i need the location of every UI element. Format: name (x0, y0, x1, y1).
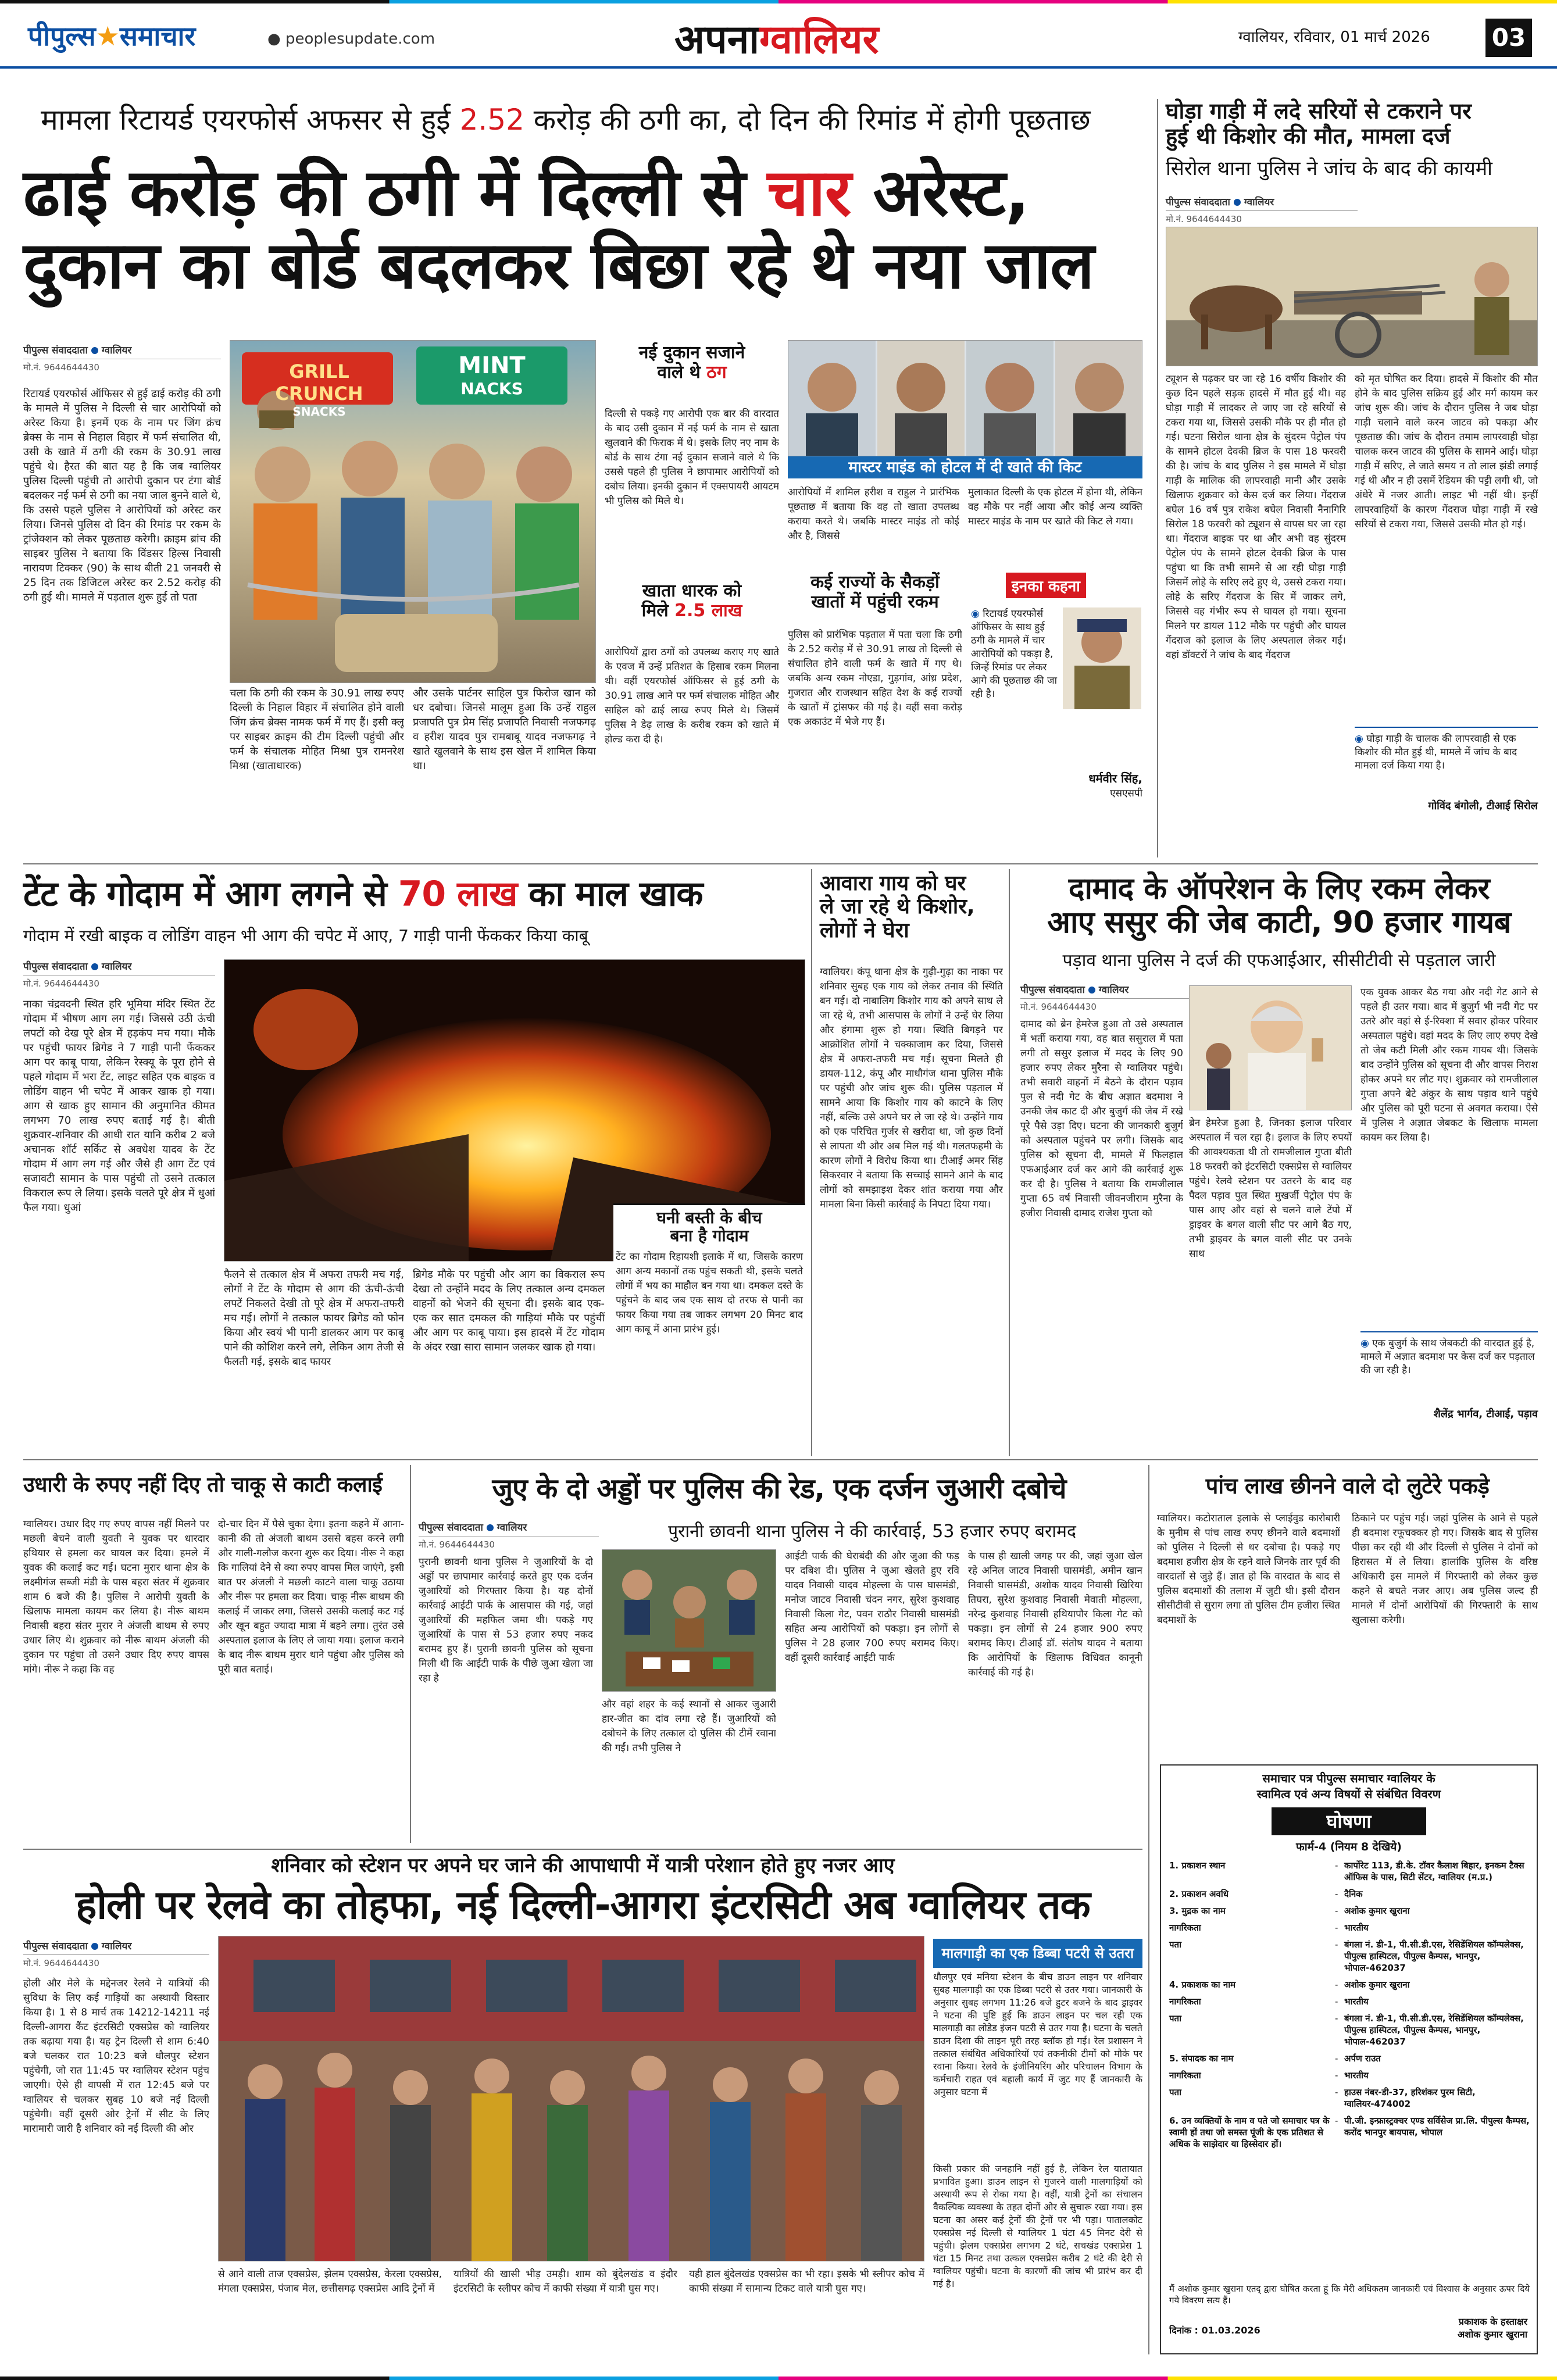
ssp-photo (1063, 607, 1141, 709)
gamble-headline: जुए के दो अड्डों पर पुलिस की रेड, एक दर्जन जुआरी दबोचे (492, 1473, 1066, 1505)
notice-row-key: पता (1169, 2087, 1181, 2097)
rail-body-3: यात्रियों की खासी भीड़ उमड़ी। शाम को बुंदेलखंड व इंदौर इंटरसिटी के स्लीपर कोच में काफी संख्या में यात्री घुस गए। (453, 2268, 677, 2295)
notice-row-key: 4. प्रकाशक का नाम (1169, 1979, 1236, 1990)
notice-row-sep: - (1335, 1996, 1338, 2007)
goods-train-box-head: मालगाड़ी का एक डिब्बा पटरी से उतरा (933, 1939, 1142, 1968)
side-head-new-shop: नई दुकान सजाने वाले थे ठग (638, 342, 745, 383)
notice-row-sep: - (1335, 1939, 1338, 1950)
rail-photo (218, 1936, 924, 2261)
rail-body-2: से आने वाली ताज एक्सप्रेस, झेलम एक्सप्रेस, केरला एक्सप्रेस, मंगला एक्सप्रेस, पंजाब मेल, छत्तीसगढ़ एक्सप्रेस आदि ट्रेनों में (218, 2268, 442, 2295)
divider (1157, 99, 1158, 857)
notice-row-value: पी.जी. इन्फ्रास्ट्रक्चर एण्ड सर्विसेज प्रा.लि. पीपुल्स कैम्पस, करोंद भानपुर बायपास, भोपाल (1344, 2115, 1530, 2138)
horse-body-1: ट्यूशन से पढ़कर घर जा रहे 16 वर्षीय किशोर की कुछ दिन पहले सड़क हादसे में मौत हुई थी। वह घोड़ा गाड़ी में लादकर ले जाए जा रहे सरियों से टकरा गया था, जिससे उसकी मौके पर ही मौत हो गई। घटना सिरोल थाना क्षेत्र के सुंदरम पेट्रोल पंप के सामने होटल देवकी ब्रिज के पास 18 फरवरी की है। जांच के बाद पुलिस ने इस मामले में घोड़ा गाड़ी के मालिक की लापरवाही मानी और उसके खिलाफ शुक्रवार को केस दर्ज कर लिया। गेंदराज बघेल 16 वर्ष पुत्र राकेश बघेल निवासी नैनागिरि सिरोल 18 फरवरी को ट्यूशन से वापस घर जा रहा था। गेंदराज बाइक पर था और अभी वह सुंदरम पेट्रोल पंप के सामने होटल देवकी ब्रिज के पास पहुंचा था कि तभी सामने से आ रही घोड़ा गाड़ी जिसमें लोहे के सरिए लदे हुए थे, उससे टकरा गया। लोहे के सरिए गेंदराज के सिर में जाकर लगे, जिससे वह गंभीर रूप से घायल हो गया। सूचना मिलने पर डायल 112 मौके पर पहुंची और घायल गेंदराज को इलाज के लिए अस्पताल लेकर गई। वहां डॉक्टरों ने जांच के बाद गेंदराज (1166, 373, 1346, 661)
notice-row-value: बंगला नं. डी-1, पी.सी.डी.एस, रेसिडेंशियल कॉम्पलेक्स, पीपुल्स हास्पिटल, पीपुल्स कैम्पस, भानपुर, भोपाल-462037 (1344, 2013, 1524, 2047)
accused-photo-caption: मास्टर माइंड को होटल में दी खाते की किट (788, 456, 1142, 478)
quote-box: इनका कहना ◉ रिटायर्ड एयरफोर्स ऑफिसर के साथ हुई ठगी के मामले में चार आरोपियों को पकड़ा है, जिन्हें रिमांड पर लेकर आगे की पूछताछ की जा रही है। धर्मवीर सिंह, एसएसपी (971, 573, 1142, 855)
horse-cart-illustration (1166, 227, 1538, 366)
notice-row (1169, 2115, 1530, 2150)
website[interactable]: ● peoplesupdate.com (267, 30, 435, 48)
loot-body-2: ठिकाने पर पहुंच गई। जहां पुलिस के आने से पहले ही बदमाश रफूचक्कर हो गए। जिसके बाद से पुलिस पीछा कर रही थी और दिल्ली से पुलिस ने दोनों को हिरासत में ले लिया। हालांकि पुलिस के वरिष्ठ अधिकारी इस मामले में गिरफ्तारी को लेकर कुछ कहने से बचते नजर आए। अब पुलिस जल्द ही मामले में दोनों आरोपियों की गिरफ्तारी के साथ खुलासा करेगी। (1352, 1513, 1538, 1626)
horse-body-2: को मृत घोषित कर दिया। हादसे में किशोर की मौत होने के बाद पुलिस सक्रिय हुई और मर्ग कायम कर जांच शुरू की। जांच के दौरान पुलिस ने जब घोड़ा गाड़ी चलाने वाले करन जाटव को पकड़ा और पूछताछ की। जांच के दौरान तमाम लापरवाही घोड़ा चालक करन जाटव की पुलिस के सामने आई। घोड़ा गाड़ी में सरिए, ले जाते समय न तो लाल झंडी लगाई गई थी और न ही उसमें रेडियम की पट्टी लगी थी, जो अंधेरे में नजर आती। लाइट भी नहीं थी। इन्हीं लापरवाहियों के कारण गेंदराज घोड़ा गाड़ी में रखे सरियों से टकरा गया, जिससे उसकी मौत हो गई। (1355, 373, 1538, 530)
notice-date: दिनांक : 01.03.2026 (1169, 2325, 1260, 2336)
notice-rows (1169, 1860, 1530, 2155)
notice-row-sep: - (1335, 1889, 1338, 1899)
notice-row-key: 6. उन व्यक्तियों के नाम व पते जो समाचार पत्र के स्वामी हों तथा जो समस्त पूंजी के एक प्रतिशत से अधिक के साझेदार या हिस्सेदार हों। (1169, 2115, 1330, 2149)
notice-row-sep: - (1335, 2115, 1338, 2126)
bottom-color-strip (0, 2377, 1557, 2380)
lead-illustration: GRILL CRUNCH SNACKS MINT NACKS (230, 340, 596, 683)
notice-row-value: कार्पोरेट 113, डी.के. टॉवर कैलाश बिहार, इनकम टैक्स ऑफिस के पास, सिटी सेंटर, ग्वालियर (म.प्र.) (1344, 1860, 1524, 1882)
lead-kicker: मामला रिटायर्ड एयरफोर्स अफसर से हुई 2.52 करोड़ की ठगी का, दो दिन की रिमांड में होगी पूछताछ (41, 103, 1091, 137)
notice-row-value: अर्पण राउत (1344, 2053, 1381, 2064)
byline-dot-icon (1234, 199, 1241, 206)
loot-headline: पांच लाख छीनने वाले दो लुटेरे पकड़े (1205, 1473, 1490, 1499)
divider (23, 863, 1538, 864)
fire-headline: टेंट के गोदाम में आग लगने से 70 लाख का माल खाक (23, 874, 703, 914)
notice-row-key: पता (1169, 1939, 1181, 1950)
section-title: अपनाग्वालियर (674, 17, 879, 63)
mastermind-body-2: मुलाकात दिल्ली के एक होटल में होना थी, लेकिन वह मौके पर नहीं आया और कोई अन्य व्यक्ति मास्टर माइंड के नाम पर खाते की किट ले गया। (968, 487, 1142, 527)
damad-illustration (1189, 985, 1352, 1110)
notice-row (1169, 1888, 1530, 1900)
horse-quote-box: ◉ घोड़ा गाड़ी के चालक की लापरवाही से एक किशोर की मौत हुई थी, मामले में जांच के बाद मामला दर्ज किया गया है। गोविंद बंगोली, टीआई सिरोल (1355, 727, 1538, 843)
notice-row (1169, 1939, 1530, 1974)
notice-row-key: नागरिकता (1169, 2070, 1201, 2081)
divider (23, 1459, 1538, 1460)
notice-row-sep: - (1335, 1979, 1338, 1990)
notice-row-sep: - (1335, 2070, 1338, 2081)
notice-row-sep: - (1335, 2053, 1338, 2064)
divider (1148, 1465, 1149, 2354)
lead-body-col3: और उसके पार्टनर साहिल पुत्र फिरोज खान को धर दबोचा। जिनसे मालूम हुआ कि उन्हें राहुल प्रजापति पुत्र प्रेम सिंह प्रजापति निवासी नजफगढ़ व हरीश यादव पुत्र रामबाबू यादव नजफगढ़ ने खाते खुलवाने के साथ इस खेल में शामिल किया था। (413, 687, 596, 772)
mastermind-body-1: आरोपियों में शामिल हरीश व राहुल ने प्रारंभिक पूछताछ में बताया कि वह तो खाता उपलब्ध कराया करते थे। जबकि मास्टर माइंड तो कोई और है, जिससे (788, 487, 959, 542)
notice-row-sep: - (1335, 1860, 1338, 1871)
notice-row-key: 3. मुद्रक का नाम (1169, 1906, 1226, 1916)
byline-dot-icon (1088, 987, 1095, 994)
horse-subhead: सिरोल थाना पुलिस ने जांच के बाद की कायमी (1166, 157, 1492, 181)
notice-row-value: भारतीय (1344, 2070, 1369, 2081)
notice-row-key: नागरिकता (1169, 1922, 1201, 1933)
divider (23, 1849, 1142, 1850)
rail-body-4: यही हाल बुंदेलखंड एक्सप्रेस का भी रहा। इसके भी स्लीपर कोच में काफी संख्या में सामान्य टिकट वाले यात्री घुस गए। (689, 2268, 924, 2295)
knife-body-1: ग्वालियर। उधार दिए गए रुपए वापस नहीं मिलने पर मछली बेचने वाली युवती ने युवक पर धारदार हथियार से हमला कर घायल कर दिया। हमले में युवक की कलाई कट गई। घटना मुरार थाना क्षेत्र के लक्ष्मीगंज सब्जी मंडी के पास बहरा संतर में शुक्रवार शाम 6 बजे की है। पुलिस ने आरोपी युवती के खिलाफ मामला कायम कर लिया है। नीरू बाथम निवासी बहरा संतर मुरार ने अंजली बाथम से रुपए उधार लिए थे। शुक्रवार को नीरू बाथम अंजली की दुकान पर पहुंचा तो उसने उधार दिए रुपए वापस मांगे। नीरू ने कहा कि वह (23, 1518, 209, 1675)
byline-dot-icon (91, 347, 98, 354)
rail-body-1: होली और मेले के मद्देनजर रेलवे ने यात्रियों की सुविधा के लिए कई गाड़ियों का अस्थायी विस्तार किया है। 1 से 8 मार्च तक 14212-14211 नई दिल्ली-आगरा कैंट इंटरसिटी एक्सप्रेस को ग्वालियर तक बढ़ाया गया है। यह ट्रेन दिल्ली से शाम 6:40 बजे चलकर रात 10:23 बजे धौलपुर स्टेशन पहुंचेगी, जो रात 11:45 पर ग्वालियर स्टेशन पहुंच जाएगी। ऐसे ही वापसी में रात 12:45 बजे पर ग्वालियर से चलकर सुबह 10 बजे नई दिल्ली पहुंचेगी। वहीं दूसरी ओर ट्रेनों में सीट के लिए मारामारी जारी है शनिवार को नई दिल्ली की ओर (23, 1978, 209, 2135)
notice-row-sep: - (1335, 1906, 1338, 1916)
damad-body-1: दामाद को ब्रेन हेमरेज हुआ तो उसे अस्पताल में भर्ती कराया गया, वह बात ससुराल में पता लगी तो ससुर इलाज में मदद के लिए 90 हजार रुपए लेकर मुरैना से ग्वालियर पहुंचे। तभी सवारी वाहनों में बैठने के दौरान पड़ाव पुल से नदी गेट के बीच अज्ञात बदमाश ने उनकी जेब काट दी और बुजुर्ग की जेब में रखे पूरे पैसे उड़ा दिए। घटना की जानकारी बुजुर्ग को अस्पताल पहुंचने पर लगी। जिसके बाद पुलिस को सूचना दी, मामले में फिलहाल एफआईआर दर्ज कर आगे की कार्रवाई शुरू कर दी है। पुलिस ने बताया कि रामजीलाल गुप्ता 65 वर्ष निवासी जीवनजीराम मुरैना के हजीरा निवासी दामाद राजेश गुप्ता को (1020, 1019, 1183, 1219)
fire-subhead: गोदाम में रखी बाइक व लोडिंग वाहन भी आग की चपेट में आए, 7 गाड़ी पानी फेंककर किया काबू (23, 926, 588, 945)
quote-label: इनका कहना (1006, 573, 1086, 598)
divider (1009, 869, 1010, 1456)
notice-row (1169, 1905, 1530, 1917)
gamble-subhead: पुरानी छावनी थाना पुलिस ने की कार्रवाई, 53 हजार रुपए बरामद (668, 1521, 1076, 1542)
notice-form: फार्म-4 (नियम 8 देखिये) (1296, 1841, 1402, 1853)
top-color-strip (0, 0, 1557, 3)
quote-circle-icon: ◉ (1355, 733, 1367, 745)
fire-body-3: ब्रिगेड मौके पर पहुंची और आग का विकराल रूप देखा तो उन्होंने मदद के लिए तत्काल अन्य दमकल वाहनों को भेजने की सूचना दी। इसके बाद एक-एक कर सात दमकल की गाड़ियां मौके पर पहुंचीं और आग पर काबू पाया। इस हादसे में टेंट गोदाम के अंदर रखा सारा सामान जलकर खाक हो गया। (413, 1268, 605, 1353)
damad-subhead: पड़ाव थाना पुलिस ने दर्ज की एफआईआर, सीसीटीवी से पड़ताल जारी (1062, 950, 1496, 971)
side-body-new-shop: दिल्ली से पकड़े गए आरोपी एक बार की वारदात के बाद उसी दुकान में नई फर्म के नाम से खाता खुलवाने की फिराक में थे। इसके लिए नए नाम के बोर्ड के साथ टंगा नई दुकान सजाने वाले थे कि उससे पहले ही पुलिस ने छापामार आरोपियों को दबोच लिया। इनकी दुकान में एक्सपायरी आयटम भी पुलिस को मिले थे। (605, 408, 779, 507)
notice-heading: घोषणा (1272, 1807, 1426, 1835)
quote-circle-icon: ◉ (971, 608, 983, 620)
notice-row-sep: - (1335, 2087, 1338, 2097)
notice-row-value: भारतीय (1344, 1996, 1369, 2007)
damad-headline: दामाद के ऑपरेशन के लिए रकम लेकर आए ससुर की जेब काटी, 90 हजार गायब (1047, 871, 1511, 941)
damad-quote-box: ◉ एक बुजुर्ग के साथ जेबकटी की वारदात हुई है, मामले में अज्ञात बदमाश पर केस दर्ज कर पड़ताल की जा रही है। शैलेंद्र भार्गव, टीआई, पड़ाव (1360, 1331, 1538, 1453)
divider (811, 869, 812, 1456)
knife-body-2: दो-चार दिन में पैसे चुका देगा। इतना कहने में आना-कानी की तो अंजली बाथम उससे बहस करने लगी और गाली-गलौज करना शुरू कर दिया। नीरू ने कहा कि गालियां देने से क्या रुपए वापस मिल जाएंगे, इसी बात पर अंजली ने मछली काटने वाला चाकू उठाया और नीरू पर हमला कर दिया। चाकू नीरू बाथम की कलाई में जाकर लगा, जिससे उसकी कलाई कट गई और खून बहुत ज्यादा मात्रा में बहने लगा। तुरंत उसे अस्पताल इलाज के लिए ले जाया गया। इलाज कराने के बाद नीरू बाथम मुरार थाने पहुंचा और पुलिस को पूरी बात बताई। (218, 1518, 404, 1675)
accused-faces (788, 341, 1142, 456)
notice-row-value: बंगला नं. डी-1, पी.सी.डी.एस, रेसिडेंशियल कॉम्पलेक्स, पीपुल्स हास्पिटल, पीपुल्स कैम्पस, भानपुर, भोपाल-462037 (1344, 1939, 1524, 1973)
gamble-body-2: और वहां शहर के कई स्थानों से आकर जुआरी हार-जीत का दांव लगा रहे हैं। जुआरियों को दबोचने के लिए तत्काल दो पुलिस की टीमें रवाना की गईं। तभी पुलिस ने (602, 1699, 776, 1754)
logo-star-icon: ★ (95, 20, 120, 52)
byline-dot-icon (91, 963, 98, 970)
notice-row (1169, 1922, 1530, 1934)
rail-kicker: शनिवार को स्टेशन पर अपने घर जाने की आपाधापी में यात्री परेशान होते हुए नजर आए (271, 1854, 895, 1877)
notice-row-key: 5. संपादक का नाम (1169, 2053, 1234, 2064)
gamble-body-1: पुरानी छावनी थाना पुलिस ने जुआरियों के दो अड्डों पर छापामार कार्रवाई करते हुए एक दर्जन जुआरियों को गिरफ्तार किया है। यह दोनों कार्रवाई आईटी पार्क के आसपास की गई, जहां जुआरियों की महफिल जमा थी। पकड़े गए जुआरियों के पास से 53 हजार रुपए नकद बरामद हुए हैं। पुरानी छावनी पुलिस को सूचना मिली थी कि आईटी पार्क के पीछे जुआ खेला जा रहा है (419, 1556, 593, 1684)
notice-row (1169, 1996, 1530, 2007)
notice-row-sep: - (1335, 1922, 1338, 1933)
quote-body: ◉ रिटायर्ड एयरफोर्स ऑफिसर के साथ हुई ठगी के मामले में चार आरोपियों को पकड़ा है, जिन्हें रिमांड पर लेकर आगे की पूछताछ की जा रही है। (971, 608, 1058, 700)
lead-headline: ढाई करोड़ की ठगी में दिल्ली से चार अरेस्ट, दुकान का बोर्ड बदलकर बिछा रहे थे नया जाल (23, 155, 1094, 304)
byline-dot-icon (91, 1943, 98, 1950)
ownership-notice: समाचार पत्र पीपुल्स समाचार ग्वालियर के स्वामित्व एवं अन्य विषयों से संबंधित विवरण घोषणा फार्म-4 (नियम 8 देखिये) 1. प्रकाशन स्थान - कार्पोरेट 113, डी.के. टॉवर कैलाश बिहार, इनकम टैक्स ऑफिस के पास, सिटी सेंटर, ग्वालियर (म.प्र.) 2. प्रकाशन अवधि - दैनिक 3. मुद्रक का नाम - अशोक कुमार खुराना नागरिकता - भारतीय पता - बंगला नं. डी-1, पी.सी.डी.एस, रेसिडेंशियल कॉम्पलेक्स, पीपुल्स हास्पिटल, पीपुल्स कैम्पस, भानपुर, भोपाल-462037 4. प्रकाशक का नाम - अशोक कुमार खुराना नागरिकता - भारतीय पता - बंगला नं. डी-1, पी.सी.डी.एस, रेसिडेंशियल कॉम्पलेक्स, पीपुल्स हास्पिटल, पीपुल्स कैम्पस, भानपुर, भोपाल-462037 5. संपादक का नाम - अर्पण राउत नागरिकता - भारतीय पता - हाउस नंबर-डी-37, हरिशंकर पुरम सिटी, ग्वालियर-474002 6. उन व्यक्तियों के नाम व पते जो समाचार पत्र के स्वामी हों तथा जो समस्त पूंजी के एक प्रतिशत से अधिक के साझेदार या हिस्सेदार हों। - पी.जी. इन्फ्रास्ट्रक्चर एण्ड सर्विसेज प्रा.लि. पीपुल्स कैम्पस, करोंद भानपुर बायपास, भोपाल मैं अशोक कुमार खुराना एतद् द्वारा घोषित करता हूं कि मेरी अधिकतम जानकारी एवं विश्वास के अनुसार ऊपर दिये गये विवरण सत्य हैं। दिनांक : 01.03.2026 प्रकाशक के हस्ताक्षर अशोक कुमार खुराना (1160, 1764, 1538, 2354)
notice-row-value: अशोक कुमार खुराना (1344, 1979, 1410, 1990)
logo: पीपुल्स★समाचार (28, 20, 196, 52)
notice-row-key: 2. प्रकाशन अवधि (1169, 1889, 1229, 1899)
cow-body: ग्वालियर। कंपू थाना क्षेत्र के गुढ़ी-गुढ़ा का नाका पर शनिवार सुबह एक गाय को लेकर तनाव की स्थिति बन गई। दो नाबालिग किशोर गाय को अपने साथ ले जा रहे थे, तभी आसपास के लोगों ने उन्हें घेर लिया और हंगामा शुरू हो गया। स्थिति बिगड़ने पर आक्रोशित लोगों ने चक्काजाम कर दिया, जिससे क्षेत्र में अफरा-तफरी मच गई। सूचना मिलते ही डायल-112, कंपू और माधौगंज थाना पुलिस मौके पर पहुंची और जांच शुरू की। पुलिस पड़ताल में सामने आया कि किशोर गाय को काटने के लिए नहीं, बल्कि उसे अपने घर ले जा रहे थे। उन्होंने गाय को एक परिचित गुर्जर से खरीदा था, जो कुछ दिनों से लापता थी और अब मिल गई थी। गलतफहमी के कारण लोगों ने विरोध किया था। टीआई अमर सिंह सिकरवार ने बताया कि सच्चाई सामने आने के बाद लोगों को समझाइश देकर शांत कराया गया और मामला बिना किसी कार्रवाई के निपटा दिया गया। (820, 966, 1003, 1210)
states-body: पुलिस को प्रारंभिक पड़ताल में पता चला कि ठगी के 2.52 करोड़ में से 30.91 लाख तो दिल्ली से संचालित होने वाली फर्म के खाते में गए थे। जबकि अन्य रकम नोएडा, गुड़गांव, आंध्र प्रदेश, गुजरात और राजस्थान सहित देश के कई राज्यों के खातों में ट्रांसफर की गई है। वहीं सवा करोड़ एक अकाउंट में भेजे गए हैं। (788, 629, 962, 728)
notice-row (1169, 2053, 1530, 2064)
side-head-account-holder: खाता धारक को मिले 2.5 लाख (641, 581, 742, 621)
lead-byline: पीपुल्स संवाददाता ग्वालियर मो.नं. 9644644430 (23, 343, 221, 373)
divider (410, 1465, 411, 1843)
fire-body-1: नाका चंद्रवदनी स्थित हरि भूमिया मंदिर स्थित टेंट गोदाम में भीषण आग लग गई। जिससे उठी ऊंची लपटों को देख पूरे क्षेत्र में हड़कंप मच गया। मौके पर पहुंची फायर ब्रिगेड ने 7 गाड़ी पानी फेंककर आग पर काबू पाया, लेकिन रेस्क्यू के पूरा होने से पहले गोदाम में भरा टेंट, लाइट सहित एक बाइक व लोडिंग वाहन भी चपेट में आकर खाक हो गया। आग से खाक हुए सामान की अनुमानित कीमत लगभग 70 लाख रुपए बताई गई है। बीती शुक्रवार-शनिवार की आधी रात यानि करीब 2 बजे अचानक शॉर्ट सर्किट से अवधेश यादव के टेंट गोदाम में आग लग गई और जैसे ही आग टेंट एवं सजावटी सामान के पास पहुंची तो उसने तत्काल विकराल रूप ले लिया। इसके चलते पूरे क्षेत्र में धुआं फैल गया। धुआं (23, 998, 215, 1214)
gamble-illustration (602, 1549, 776, 1692)
notice-row (1169, 2070, 1530, 2081)
page-number: 03 (1485, 19, 1532, 57)
damad-body-3: एक युवक आकर बैठ गया और नदी गेट आने से पहले ही उतर गया। बाद में बुजुर्ग भी नदी गेट पर उतरे और वहां से ई-रिक्शा में सवार होकर परिवार अस्पताल पहुंचे। वहां मदद के लिए लाए रुपए देखे तो जेब कटी मिली और रकम गायब थी। जिसके बाद उन्होंने पुलिस को सूचना दी और वापस निराश होकर अपने घर लौट गए। शुक्रवार को रामजीलाल गुप्ता अपने बेटे अंकुर के साथ पड़ाव थाने पहुंचे और पुलिस को पूरी घटना से अवगत कराया। ऐसे में पुलिस ने अज्ञात जेबकट के खिलाफ मामला कायम कर लिया है। (1360, 987, 1538, 1143)
side-body-account-holder: आरोपियों द्वारा ठगों को उपलब्ध कराए गए खाते के एवज में उन्हें प्रतिशत के हिसाब रकम मिलना थी। वहीं एयरफोर्स ऑफिसर से हुई ठगी के 30.91 लाख आने पर फर्म संचालक मोहित और साहिल को ढाई लाख रुपए मिले थे। जिसमें पुलिस ने डेढ़ लाख के करीब रकम को खाते में होल्ड करा दी है। (605, 646, 779, 745)
accused-photos (788, 340, 1142, 456)
notice-row-value: हाउस नंबर-डी-37, हरिशंकर पुरम सिटी, ग्वालियर-474002 (1344, 2087, 1476, 2109)
notice-row-key: पता (1169, 2013, 1181, 2024)
states-head: कई राज्यों के सैकड़ों खातों में पहुंची रकम (810, 572, 940, 612)
masthead (0, 6, 1557, 69)
notice-row-key: 1. प्रकाशन स्थान (1169, 1860, 1226, 1871)
notice-declaration: मैं अशोक कुमार खुराना एतद् द्वारा घोषित करता हूं कि मेरी अधिकतम जानकारी एवं विश्वास के अनुसार ऊपर दिये गये विवरण सत्य हैं। (1169, 2283, 1530, 2306)
notice-row (1169, 1860, 1530, 1883)
knife-headline: उधारी के रुपए नहीं दिए तो चाकू से काटी कलाई (23, 1473, 383, 1497)
notice-row (1169, 2086, 1530, 2110)
notice-row (1169, 1979, 1530, 1991)
fire-side-box: घनी बस्ती के बीच बना है गोदाम टेंट का गोदाम रिहायशी इलाके में था, जिसके कारण आग अन्य मकानों तक पहुंच सकती थी, इसके चलते लोगों में भय का माहौल बन गया था। दमकल दस्ते के पहुंचने के बाद जब एक साथ दो तरफ से पानी का फायर किया गया तब जाकर लगभग 20 मिनट बाद आग काबू में आना प्रारंभ हुई। (613, 1203, 805, 1453)
loot-body-1: ग्वालियर। कटोराताल इलाके से प्लाईवुड कारोबारी के मुनीम से पांच लाख रुपए छीनने वाले बदमाशों को पुलिस ने दिल्ली से धर दबोचा है। पकड़े गए बदमाश हजीरा क्षेत्र के रहने वाले जिनके तार पूर्व की वारदातों से जुड़े हैं। ज्ञात हो कि वारदात के बाद से पुलिस बदमाशों की तलाश में जुटी थी। इसी दौरान सीसीटीवी से सुराग लगा तो पुलिस टीम हजीरा स्थित बदमाशों के (1157, 1513, 1340, 1626)
horse-story: घोड़ा गाड़ी में लदे सरियों से टकराने पर हुई थी किशोर की मौत, मामला दर्ज सिरोल थाना पुलिस ने जांच के बाद की कायमी पीपुल्स संवाददाता ग्वालियर मो.नं. 9644644430 ट्यूशन से पढ़कर घर जा रहे 16 वर्षीय किशोर की कुछ दिन पहले सड़क हादसे में मौत हुई थी। वह घोड़ा गाड़ी में लादकर ले जाए जा रहे सरियों से टकरा गया था, जिससे उसकी मौके पर ही मौत हो गई। घटना सिरोल थाना क्षेत्र के सुंदरम पेट्रोल पंप के सामने होटल देवकी ब्रिज के पास 18 फरवरी की है। जांच के बाद पुलिस ने इस मामले में घोड़ा गाड़ी के मालिक की लापरवाही मानी और उसके खिलाफ शुक्रवार को केस दर्ज कर लिया। गेंदराज बघेल 16 वर्ष पुत्र राकेश बघेल निवासी नैनागिरि सिरोल 18 फरवरी को ट्यूशन से वापस घर जा रहा था। गेंदराज बाइक पर था और अभी वह सुंदरम पेट्रोल पंप के सामने होटल देवकी ब्रिज के पास पहुंचा था कि तभी सामने से आ रही घोड़ा गाड़ी जिसमें लोहे के सरिए लदे हुए थे, उससे टकरा गया। लोहे के सरिए गेंदराज के सिर में जाकर लगे, जिससे वह गंभीर रूप से घायल हो गया। सूचना मिलने पर डायल 112 मौके पर पहुंची और घायल गेंदराज को इलाज के लिए अस्पताल लेकर गई। वहां डॉक्टरों ने जांच के बाद गेंदराज को मृत घोषित कर दिया। हादसे में किशोर की मौत होने के बाद पुलिस सक्रिय हुई और मर्ग कायम कर जांच शुरू की। जांच के दौरान पुलिस ने जब घोड़ा गाड़ी चलाने वाले करन जाटव को पकड़ा और पूछताछ की। जांच के दौरान तमाम लापरवाही घोड़ा चालक करन जाटव की पुलिस के सामने आई। घोड़ा गाड़ी में सरिए, ले जाते समय न तो लाल झंडी लगाई गई थी और न ही उसमें रेडियम की पट्टी लगी थी, जो अंधेरे में नजर आती। लाइट भी नहीं थी। इन्हीं लापरवाहियों के कारण गेंदराज घोड़ा गाड़ी में रखे सरियों से टकरा गया, जिससे उसकी मौत हो गई। ◉ घोड़ा गाड़ी के चालक की लापरवाही से एक किशोर की मौत हुई थी, मामले में जांच के बाद मामला दर्ज किया गया है। गोविंद बंगोली, टीआई सिरोल (1166, 99, 1538, 857)
quote-circle-icon: ◉ (1360, 1338, 1373, 1349)
notice-row-key: नागरिकता (1169, 1996, 1201, 2007)
lead-body-col1: रिटायर्ड एयरफोर्स ऑफिसर से हुई ढाई करोड़ की ठगी के मामले में पुलिस ने दिल्ली से चार आरोपियों को अरेस्ट किया है। इनमें एक के नाम पर जिंग क्रंच ब्रेक्स के नाम से निहाल विहार में फर्म संचालित थी, उसी के खाते में ठगी की रकम के 30.91 लाख पहुंचे थे। हैरत की बात यह है कि जब ग्वालियर पुलिस दिल्ली पहुंची तो आरोपी दुकान पर टंगा बोर्ड बदलकर नई फर्म से ठगी का नया जाल बुनने वाले थे, कि उससे पहले पुलिस ने आरोपियों को अरेस्ट कर लिया। जिनसे पुलिस दो दिन की रिमांड पर रकम के ट्रांजेक्शन को लेकर पूछताछ करेगी। क्राइम ब्रांच की साइबर पुलिस ने बताया कि विंडसर हिल्स निवासी नारायण टिक्कर (90) के साथ बीती 21 जनवरी से 25 दिन तक डिजिटल अरेस्ट कर 2.52 करोड़ की ठगी हुई थी। मामले में पड़ताल शुरू हुई तो पता (23, 388, 221, 603)
cow-headline: आवारा गाय को घर ले जा रहे थे किशोर, लोगों ने घेरा (820, 871, 975, 942)
dateline: ग्वालियर, रविवार, 01 मार्च 2026 (1238, 28, 1430, 46)
notice-row-value: अशोक कुमार खुराना (1344, 1906, 1410, 1916)
fire-body-2: फैलने से तत्काल क्षेत्र में अफरा तफरी मच गई, लोगों ने टेंट के गोदाम से आग की ऊंची-ऊंची लपटें निकलते देखी तो पूरे क्षेत्र में अफरा-तफरी मच गई। लोगों ने तत्काल फायर ब्रिगेड को फोन किया और स्वयं भी पानी डालकर आग पर काबू पाने की कोशिश करने लगे, लेकिन आग तेजी से फैलती गई, इसके बाद फायर (224, 1268, 404, 1368)
lead-body-col2: चला कि ठगी की रकम के 30.91 लाख रुपए दिल्ली के निहाल विहार में संचालित होने वाली जिंग क्रंच ब्रेक्स नामक फर्म में गए हैं। इसी क्लू पर साइबर क्राइम की टीम दिल्ली पहुंची और फर्म के संचालक मोहित मिश्रा पुत्र रामनरेश मिश्रा (खाताधारक) (230, 687, 404, 772)
notice-row-sep: - (1335, 2013, 1338, 2024)
gamble-body-3: आईटी पार्क की घेराबंदी की और जुआ की फड़ पर दबिश दी। पुलिस ने जुआ खेलते हुए रवि यादव निवासी यादव मोहल्ला के पास घासमंडी, मनोज जाटव निवासी चंदन नगर, सुरेश कुशवाह निवासी किला गेट, पवन राठौर निवासी घासमंडी सहित अन्य आरोपियों को पकड़ा। इन लोगों से पुलिस ने 28 हजार 700 रुपए बरामद किए। वहीं दूसरी कार्रवाई आईटी पार्क (785, 1550, 959, 1664)
horse-headline: घोड़ा गाड़ी में लदे सरियों से टकराने पर हुई थी किशोर की मौत, मामला दर्ज (1166, 98, 1472, 149)
goods-train-box: धौलपुर एवं मनिया स्टेशन के बीच डाउन लाइन पर शनिवार सुबह मालगाड़ी का एक डिब्बा पटरी से उतर गया। जानकारी के अनुसार सुबह लगभग 11:26 बजे हुटर बजने के बाद ड्राइवर ने घटना की पुष्टि हुई कि डाउन लाइन पर चल रही एक मालगाड़ी का लोडेड इंजन पटरी से उतर गया है। घटना के चलते डाउन दिशा की लाइन पूरी तरह ब्लॉक हो गई। रेल प्रशासन ने तत्काल संबंधित अधिकारियों एवं तकनीकी टीमों को मौके पर रवाना किया। रेलवे के इंजीनियरिंग और परिचालन विभाग के कर्मचारी राहत एवं बहाली कार्य में जुट गए हैं जानकारी के अनुसार घटना में किसी प्रकार की जनहानि नहीं हुई है, लेकिन रेल यातायात प्रभावित हुआ। डाउन लाइन से गुजरने वाली मालगाड़ियों को अस्थायी रूप से रोका गया है। वहीं, यात्री ट्रेनों का संचालन वैकल्पिक व्यवस्था के तहत दोनों ओर से सुचारू रखा गया। इस घटना का असर कई ट्रेनों की ट्रेनों पर भी पड़ा। पातालकोट एक्सप्रेस नई दिल्ली से ग्वालियर 1 घंटा 45 मिनट देरी से पहुंची। झेलम एक्सप्रेस लगभग 2 घंटे, सचखंड एक्सप्रेस 1 घंटा 15 मिनट तथा उत्कल एक्सप्रेस करीब 2 घंटे की देरी से ग्वालियर पहुंची। घटना के कारणों की जांच भी प्रारंभ कर दी गई है। (933, 1971, 1142, 2289)
byline-dot-icon (487, 1524, 494, 1531)
notice-row (1169, 2013, 1530, 2047)
notice-row-value: भारतीय (1344, 1922, 1369, 1933)
gamble-body-4: के पास ही खाली जगह पर की, जहां जुआ खेल रहे अनिल जाटव निवासी घासमंडी, अमीन खान निवासी घासमंडी, अशोक यादव निवासी खिरिया तिघरा, सुरेश कुशवाह निवासी मेवाती मोहल्ला, नरेन्द्र कुशवाह निवासी हथियापौर किला गेट को पकड़ा। इन लोगों से 24 हजार 900 रुपए बरामद किए। टीआई डॉ. संतोष यादव ने बताया कि आरोपियों के खिलाफ विधिवत कानूनी कार्रवाई की गई है। (968, 1550, 1142, 1678)
rail-headline: होली पर रेलवे का तोहफा, नई दिल्ली-आगरा इंटरसिटी अब ग्वालियर तक (76, 1882, 1090, 1928)
notice-row-value: दैनिक (1344, 1889, 1363, 1899)
damad-body-2: ब्रेन हेमरेज हुआ है, जिनका इलाज परिवार अस्पताल में चल रहा है। इलाज के लिए रुपयों की आवश्यकता थी तो रामजीलाल गुप्ता बीती 18 फरवरी को इंटरसिटी एक्सप्रेस से ग्वालियर पहुंचे। रेलवे स्टेशन पर उतरने के बाद वह पैदल पड़ाव पुल स्थित मुखर्जी पेट्रोल पंप के पास आए और वहां से चलने वाले टेंपो में ड्राइवर के बगल वाली सीट पर आगे बैठ गए, तभी ड्राइवर के बगल वाली सीट पर उनके साथ (1189, 1117, 1352, 1260)
